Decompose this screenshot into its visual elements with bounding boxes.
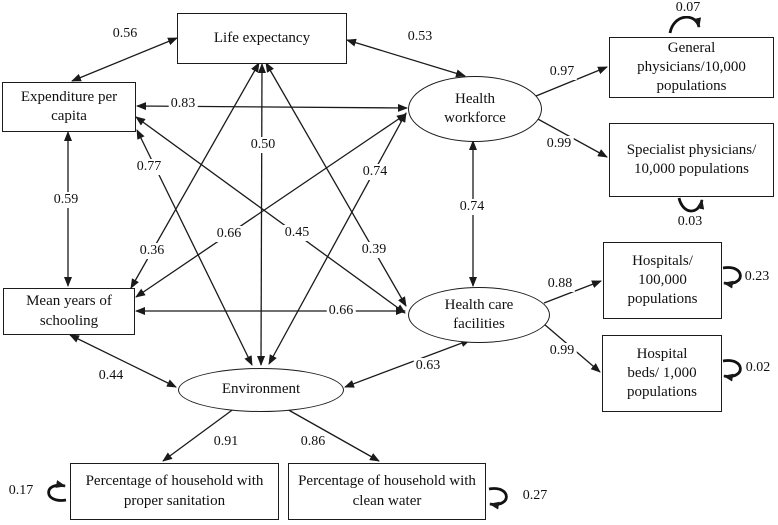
coef-hw-env: 0.74 [362,164,388,179]
coef-env-san: 0.91 [213,434,239,449]
coef-mys-hcf: 0.66 [328,303,354,318]
coef-le-env: 0.50 [250,137,276,152]
loop-gp-error [670,17,699,33]
node-health-workforce: Health workforce [408,76,542,142]
coef-hw-hcf: 0.74 [459,199,485,214]
coef-epc-hcf: 0.45 [284,225,310,240]
coef-le-hw: 0.53 [407,29,433,44]
loop-san-error [49,485,66,500]
coef-le-epc: 0.56 [112,26,138,41]
node-general-physicians: General physicians/10,000 populations [609,37,774,98]
coef-epc-env: 0.77 [136,159,162,174]
node-health-care-facilities: Health care facilities [408,287,550,343]
edge-env-hcf [345,340,470,387]
coef-cw-error: 0.27 [522,488,548,503]
edge-le-hw [347,40,465,76]
coef-hb-error: 0.02 [745,360,771,375]
node-hospital-beds: Hospital beds/ 1,000 populations [602,335,722,412]
coef-hosp-error: 0.23 [744,269,770,284]
coef-env-hcf: 0.63 [415,358,441,373]
coef-env-cw: 0.86 [300,434,326,449]
loop-hosp-error [723,268,740,284]
node-expenditure-per-capita: Expenditure per capita [2,82,136,132]
node-sanitation: Percentage of household with proper sanitation [70,463,279,520]
coef-hcf-hosp: 0.88 [547,276,573,291]
node-specialist-physicians: Specialist physicians/ 10,000 populations [609,123,774,197]
node-environment: Environment [178,368,344,412]
coef-epc-hw: 0.83 [170,96,196,111]
coef-sp-error: 0.03 [677,214,703,229]
edge-le-hcf [266,63,406,306]
coef-hw-sp: 0.99 [546,136,572,151]
coef-le-mys: 0.36 [139,243,165,258]
edge-le-env [261,64,262,365]
node-mean-years-schooling: Mean years of schooling [3,288,135,335]
coef-hw-gp: 0.97 [549,64,575,79]
loop-sp-error [679,198,702,211]
node-clean-water: Percentage of household with clean water [288,463,486,520]
coef-gp-error: 0.07 [675,0,701,15]
loop-cw-error [489,489,506,505]
coef-hcf-hb: 0.99 [549,343,575,358]
coef-mys-hw: 0.66 [216,226,242,241]
node-life-expectancy: Life expectancy [177,13,347,64]
node-hospitals: Hospitals/ 100,000 populations [603,242,722,319]
edge-le-epc [72,38,177,81]
coef-san-error: 0.17 [8,483,34,498]
coef-mys-env: 0.44 [98,368,124,383]
loop-hb-error [723,361,740,377]
coef-le-hcf: 0.39 [361,242,387,257]
coef-epc-mys: 0.59 [53,192,79,207]
